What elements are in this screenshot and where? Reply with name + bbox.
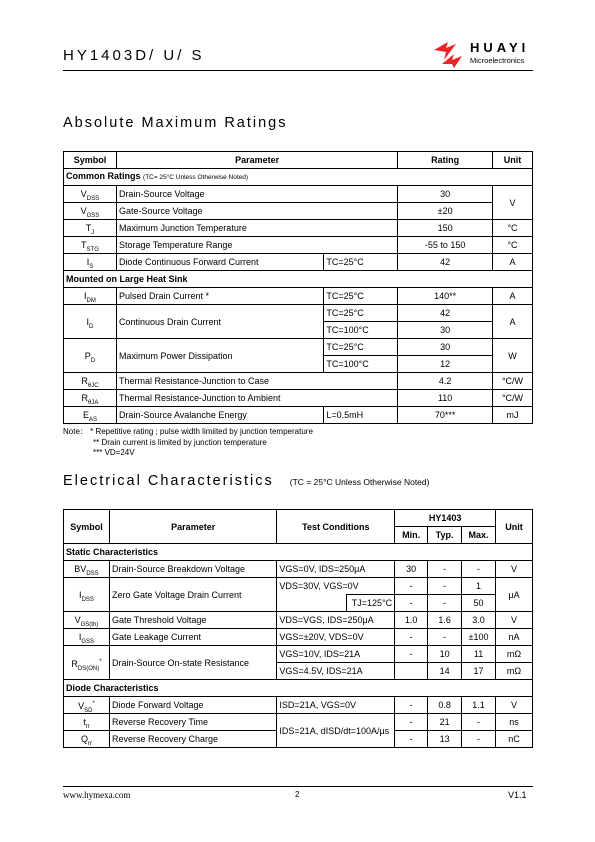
symbol-subscript: DSS	[81, 596, 94, 603]
table-cell: Thermal Resistance-Junction to Ambient	[116, 390, 397, 407]
table-cell: A	[493, 305, 533, 339]
table-cell: VDS=VGS, IDS=250μA	[277, 612, 395, 629]
table-cell: V	[496, 561, 533, 578]
table-cell: °C	[493, 220, 533, 237]
table-cell	[64, 578, 110, 612]
table-cell: Gate-Source Voltage	[116, 203, 397, 220]
table-cell: -	[428, 629, 462, 646]
elec-title	[63, 473, 429, 489]
table-header-cell: Max.	[462, 527, 496, 544]
table-cell: VGS=4.5V, IDS=21A	[277, 663, 395, 680]
col-symbol: Symbol	[64, 152, 117, 169]
table-cell: Maximum Power Dissipation	[116, 339, 323, 373]
table-cell: -	[395, 714, 428, 731]
table-cell: 17	[462, 663, 496, 680]
table-cell	[395, 663, 428, 680]
table-cell: Diode Forward Voltage	[109, 697, 276, 714]
symbol-subscript: DSS	[86, 195, 100, 202]
table-cell	[277, 595, 347, 612]
table-cell	[64, 612, 110, 629]
table-header-cell: Symbol	[64, 510, 110, 544]
table-cell: Drain-Source Breakdown Voltage	[109, 561, 276, 578]
table-cell	[64, 339, 117, 373]
table-cell: 11	[462, 646, 496, 663]
table-cell: V	[493, 186, 533, 220]
cell-text: R	[81, 376, 88, 386]
table-cell: mJ	[493, 407, 533, 424]
table-cell	[64, 203, 117, 220]
table-cell: Drain-Source Avalanche Energy	[116, 407, 323, 424]
table-cell	[64, 629, 110, 646]
table-cell: mΩ	[496, 663, 533, 680]
cell-text: I	[79, 589, 82, 600]
static-row: Static Characteristics	[64, 544, 533, 561]
version: V1.1	[508, 790, 527, 800]
col-rating: Rating	[398, 152, 493, 169]
table-cell: 1.0	[395, 612, 428, 629]
table-cell: -	[462, 714, 496, 731]
table-cell: 110	[398, 390, 493, 407]
table-row	[64, 305, 533, 322]
table-cell: TC=100°C	[324, 322, 398, 339]
table-cell: -	[428, 595, 462, 612]
table-cell: 12	[398, 356, 493, 373]
abs-max-table	[63, 151, 533, 424]
heat-sink-row: Mounted on Large Heat Sink	[64, 271, 533, 288]
table-cell: W	[493, 339, 533, 373]
footer-rule	[63, 786, 533, 787]
table-cell: VGS=±20V, VDS=0V	[277, 629, 395, 646]
table-cell: ns	[496, 714, 533, 731]
table-cell	[64, 407, 117, 424]
symbol-subscript: rr	[85, 723, 90, 730]
table-cell: Reverse Recovery Charge	[109, 731, 276, 748]
table-cell: ±100	[462, 629, 496, 646]
part-number: HY1403D/ U/ S	[63, 47, 205, 64]
table-cell: TC=25°C	[324, 288, 398, 305]
table-cell: 50	[462, 595, 496, 612]
symbol-subscript: rr	[87, 740, 92, 747]
table-cell: 150	[398, 220, 493, 237]
table-cell: Reverse Recovery Time	[109, 714, 276, 731]
table-cell: Zero Gate Voltage Drain Current	[109, 578, 276, 612]
table-cell	[64, 390, 117, 407]
table-cell: -	[395, 731, 428, 748]
table-header-cell: Typ.	[428, 527, 462, 544]
table-cell: TC=25°C	[324, 254, 398, 271]
cell-text: Electrical Characteristics	[63, 473, 274, 489]
huayi-logo-icon	[432, 38, 468, 70]
symbol-subscript: AS	[88, 416, 97, 423]
page-number: 2	[295, 790, 300, 799]
table-cell: 13	[428, 731, 462, 748]
table-row	[64, 714, 533, 731]
table-row	[64, 288, 533, 305]
table-cell: 42	[398, 305, 493, 322]
cell-text: E	[82, 410, 89, 420]
table-cell	[64, 646, 110, 680]
table-cell: 30	[395, 561, 428, 578]
table-cell: 3.0	[462, 612, 496, 629]
table-row	[64, 169, 533, 186]
symbol-subscript: DSS	[86, 570, 99, 577]
table-cell: Maximum Junction Temperature	[116, 220, 397, 237]
table-cell: -	[395, 629, 428, 646]
symbol-subscript: S	[89, 263, 94, 270]
table-header-cell: Min.	[395, 527, 428, 544]
table-cell: VGS=10V, IDS=21A	[277, 646, 395, 663]
symbol-subscript: GSS	[86, 212, 100, 219]
table-cell: -	[462, 731, 496, 748]
symbol-subscript: DS(ON)	[77, 665, 100, 672]
table-cell: Thermal Resistance-Junction to Case	[116, 373, 397, 390]
table-cell	[64, 697, 110, 714]
table-cell: 21	[428, 714, 462, 731]
cell-text: BV	[74, 564, 87, 574]
common-ratings-row	[64, 169, 533, 186]
symbol-subscript: GSS	[81, 638, 95, 645]
footer-url[interactable]: www.hymexa.com	[63, 790, 131, 800]
cell-text: I	[86, 257, 90, 267]
table-cell: 42	[398, 254, 493, 271]
table-cell: VGS=0V, IDS=250μA	[277, 561, 395, 578]
table-cell	[64, 714, 110, 731]
table-cell: 4.2	[398, 373, 493, 390]
table-cell: V	[496, 612, 533, 629]
table-cell: ISD=21A, VGS=0V	[277, 697, 395, 714]
table-cell: °C/W	[493, 390, 533, 407]
cell-text: *	[92, 701, 95, 707]
table-cell: -	[395, 646, 428, 663]
table-cell: -55 to 150	[398, 237, 493, 254]
table-cell: TC=25°C	[324, 339, 398, 356]
table-cell: 14	[428, 663, 462, 680]
table-cell: °C/W	[493, 373, 533, 390]
brand-subtitle: Microelectronics	[470, 56, 525, 65]
table-cell: 30	[398, 322, 493, 339]
col-parameter: Parameter	[116, 152, 397, 169]
table-cell: nC	[496, 731, 533, 748]
table-cell: 140**	[398, 288, 493, 305]
table-header-cell: Unit	[496, 510, 533, 544]
table-cell: Gate Threshold Voltage	[109, 612, 276, 629]
table-header-cell: HY1403	[395, 510, 496, 527]
table-cell: 30	[398, 339, 493, 356]
table-row	[64, 629, 533, 646]
table-cell: -	[395, 697, 428, 714]
table-cell: L=0.5mH	[324, 407, 398, 424]
cell-text: V	[74, 615, 81, 625]
table-row	[64, 373, 533, 390]
table-cell: -	[395, 578, 428, 595]
table-row	[64, 544, 533, 561]
table-row	[64, 339, 533, 356]
table-cell: Pulsed Drain Current *	[116, 288, 323, 305]
table-cell: 0.8	[428, 697, 462, 714]
table-row	[64, 407, 533, 424]
abs-max-title: Absolute Maximum Ratings	[63, 115, 288, 131]
table-row	[64, 612, 533, 629]
table-cell: 70***	[398, 407, 493, 424]
cell-text: R	[81, 393, 89, 403]
cell-text: T	[85, 223, 92, 233]
table-cell: Diode Continuous Forward Current	[116, 254, 323, 271]
table-cell: TC=25°C	[324, 305, 398, 322]
table-cell	[64, 254, 117, 271]
table-cell: V	[496, 697, 533, 714]
table-cell: Storage Temperature Range	[116, 237, 397, 254]
table-cell	[64, 731, 110, 748]
symbol-subscript: θJC	[87, 382, 99, 389]
symbol-subscript: D	[89, 323, 94, 330]
elec-table	[63, 509, 533, 748]
notes: Note： * Repetitive rating ; pulse width limiited by junction temperature ** Drain current is limited by junction temperature *** VD=24V	[63, 427, 313, 457]
table-cell	[64, 220, 117, 237]
table-row	[64, 561, 533, 578]
table-cell: Drain-Source Voltage	[116, 186, 397, 203]
table-cell	[64, 186, 117, 203]
table-cell: 1	[462, 578, 496, 595]
header-rule	[63, 70, 533, 71]
table-cell: ±20	[398, 203, 493, 220]
table-row	[64, 697, 533, 714]
table-cell: Gate Leakage Current	[109, 629, 276, 646]
table-cell: A	[493, 254, 533, 271]
table-cell	[64, 561, 110, 578]
table-row	[64, 237, 533, 254]
elec-subtitle: (TC = 25°C Unless Otherwise Noted)	[289, 477, 430, 487]
diode-row: Diode Characteristics	[64, 680, 533, 697]
cell-text: Common Ratings	[66, 171, 141, 181]
table-row	[64, 254, 533, 271]
table-cell: VDS=30V, VGS=0V	[277, 578, 395, 595]
symbol-subscript: DM	[86, 297, 96, 304]
table-cell: nA	[496, 629, 533, 646]
table-cell: °C	[493, 237, 533, 254]
table-cell	[64, 237, 117, 254]
col-unit: Unit	[493, 152, 533, 169]
cell-text: I	[78, 632, 82, 642]
cell-text: T	[81, 240, 87, 250]
table-row	[64, 646, 533, 663]
table-cell: IDS=21A, dISD/dt=100A/μs	[277, 714, 395, 748]
cell-text: Q	[80, 734, 88, 744]
symbol-subscript: GS(th)	[80, 621, 99, 628]
table-header-cell: Parameter	[109, 510, 276, 544]
cell-text: (TC= 25°C Unless Otherwise Noted)	[143, 174, 249, 181]
cell-text: I	[84, 291, 87, 301]
table-row	[64, 578, 533, 595]
table-cell: -	[462, 561, 496, 578]
cell-text: V	[80, 206, 87, 216]
symbol-subscript: SD	[84, 707, 93, 714]
table-cell: 1.1	[462, 697, 496, 714]
symbol-subscript: J	[91, 229, 95, 236]
table-cell: 10	[428, 646, 462, 663]
cell-text: *	[99, 658, 102, 665]
table-row	[64, 220, 533, 237]
symbol-subscript: θJA	[88, 399, 99, 406]
table-cell: mΩ	[496, 646, 533, 663]
table-row	[64, 510, 533, 527]
table-row	[64, 680, 533, 697]
table-cell: μA	[496, 578, 533, 612]
table-cell: TJ=125°C	[347, 595, 395, 612]
table-cell: -	[395, 595, 428, 612]
cell-text: V	[78, 701, 85, 711]
table-row	[64, 152, 533, 169]
table-cell: TC=100°C	[324, 356, 398, 373]
table-row	[64, 390, 533, 407]
table-cell	[64, 288, 117, 305]
cell-text: R	[71, 658, 78, 669]
table-row	[64, 186, 533, 203]
cell-text: V	[80, 189, 87, 199]
table-cell: -	[428, 561, 462, 578]
table-header-cell: Test Conditions	[277, 510, 395, 544]
table-cell: -	[428, 578, 462, 595]
table-row	[64, 203, 533, 220]
table-cell: 30	[398, 186, 493, 203]
cell-text: P	[84, 350, 91, 361]
table-cell: Drain-Source On-state Resistance	[109, 646, 276, 680]
table-cell: Continuous Drain Current	[116, 305, 323, 339]
table-row	[64, 271, 533, 288]
table-cell	[64, 373, 117, 390]
cell-text: t	[83, 717, 86, 727]
table-cell: A	[493, 288, 533, 305]
cell-text: I	[86, 316, 90, 327]
brand-name: HUAYI	[470, 40, 530, 55]
symbol-subscript: STG	[86, 246, 99, 253]
table-cell: 1.6	[428, 612, 462, 629]
table-cell	[64, 305, 117, 339]
symbol-subscript: D	[90, 357, 96, 364]
